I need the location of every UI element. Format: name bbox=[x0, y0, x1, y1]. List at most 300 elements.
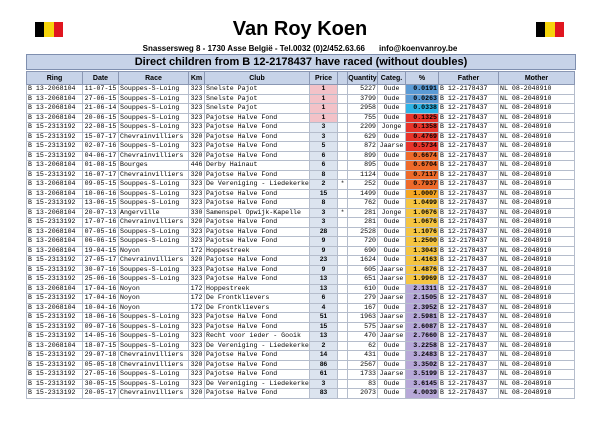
quantity-cell: 281 bbox=[348, 218, 378, 228]
table-row bbox=[27, 85, 575, 95]
club-cell: De Frontklievers bbox=[205, 294, 310, 304]
father-cell: B 12-2178437 bbox=[439, 180, 499, 190]
column-header-km: Km bbox=[189, 72, 205, 85]
club-cell: Pajotse Halve Fond bbox=[205, 199, 310, 209]
marker-cell bbox=[338, 227, 348, 237]
table-row bbox=[27, 379, 575, 389]
club-cell: Recht voor ieder - Gooik bbox=[205, 332, 310, 342]
percentage-cell: 2.1505 bbox=[406, 294, 439, 304]
father-cell: B 12-2178437 bbox=[439, 85, 499, 95]
price-cell: 3 bbox=[310, 132, 338, 142]
ring-cell: B 15-2313192 bbox=[27, 265, 83, 275]
category-cell: Oude bbox=[378, 199, 406, 209]
ring-cell: B 15-2313192 bbox=[27, 351, 83, 361]
percentage-cell: 0.7937 bbox=[406, 180, 439, 190]
address-line bbox=[0, 44, 600, 53]
date-cell: 20-06-15 bbox=[83, 113, 119, 123]
date-cell: 02-07-16 bbox=[83, 142, 119, 152]
marker-cell: * bbox=[338, 180, 348, 190]
price-cell: 5 bbox=[310, 142, 338, 152]
father-cell: B 12-2178437 bbox=[439, 389, 499, 399]
marker-cell bbox=[338, 294, 348, 304]
father-cell: B 12-2178437 bbox=[439, 94, 499, 104]
marker-cell bbox=[338, 341, 348, 351]
km-cell: 320 bbox=[189, 351, 205, 361]
km-cell: 320 bbox=[189, 360, 205, 370]
column-header-club: Club bbox=[205, 72, 310, 85]
ring-cell: B 15-2313192 bbox=[27, 370, 83, 380]
percentage-cell: 1.4163 bbox=[406, 256, 439, 266]
father-cell: B 12-2178437 bbox=[439, 313, 499, 323]
percentage-cell: 4.0039 bbox=[406, 389, 439, 399]
category-cell: Oude bbox=[378, 189, 406, 199]
ring-cell: B 15-2313192 bbox=[27, 170, 83, 180]
quantity-cell: 1624 bbox=[348, 256, 378, 266]
mother-cell: NL 08-2048910 bbox=[499, 294, 575, 304]
category-cell: Jaarse bbox=[378, 265, 406, 275]
column-header-race: Race bbox=[119, 72, 189, 85]
marker-cell bbox=[338, 113, 348, 123]
father-cell: B 12-2178437 bbox=[439, 332, 499, 342]
marker-cell bbox=[338, 94, 348, 104]
percentage-cell: 3.5199 bbox=[406, 370, 439, 380]
km-cell: 172 bbox=[189, 303, 205, 313]
category-cell: Jonge bbox=[378, 123, 406, 133]
race-cell: Angerville bbox=[119, 208, 189, 218]
price-cell: 15 bbox=[310, 189, 338, 199]
km-cell: 323 bbox=[189, 332, 205, 342]
date-cell: 13-06-15 bbox=[83, 199, 119, 209]
date-cell: 30-05-15 bbox=[83, 379, 119, 389]
quantity-cell: 2073 bbox=[348, 389, 378, 399]
category-cell: Oude bbox=[378, 94, 406, 104]
quantity-cell: 895 bbox=[348, 161, 378, 171]
mother-cell: NL 08-2048910 bbox=[499, 370, 575, 380]
ring-cell: B 15-2313192 bbox=[27, 123, 83, 133]
km-cell: 172 bbox=[189, 284, 205, 294]
mother-cell: NL 08-2048910 bbox=[499, 227, 575, 237]
mother-cell: NL 08-2048910 bbox=[499, 322, 575, 332]
ring-cell: B 15-2313192 bbox=[27, 379, 83, 389]
quantity-cell: 431 bbox=[348, 351, 378, 361]
race-cell: Souppes-S-Loing bbox=[119, 341, 189, 351]
percentage-cell: 0.1358 bbox=[406, 123, 439, 133]
race-cell: Souppes-S-Loing bbox=[119, 313, 189, 323]
club-cell: Pajotse Halve Fond bbox=[205, 227, 310, 237]
father-cell: B 12-2178437 bbox=[439, 294, 499, 304]
table-row bbox=[27, 360, 575, 370]
father-cell: B 12-2178437 bbox=[439, 218, 499, 228]
table-row bbox=[27, 218, 575, 228]
race-cell: Souppes-S-Loing bbox=[119, 104, 189, 114]
mother-cell: NL 08-2048910 bbox=[499, 94, 575, 104]
race-cell: Souppes-S-Loing bbox=[119, 180, 189, 190]
date-cell: 27-06-15 bbox=[83, 94, 119, 104]
category-cell: Oude bbox=[378, 360, 406, 370]
date-cell: 05-05-18 bbox=[83, 360, 119, 370]
marker-cell bbox=[338, 284, 348, 294]
percentage-cell: 3.6145 bbox=[406, 379, 439, 389]
price-cell: 3 bbox=[310, 208, 338, 218]
mother-cell: NL 08-2048910 bbox=[499, 303, 575, 313]
club-cell: Pajotse Halve Fond bbox=[205, 132, 310, 142]
price-cell: 61 bbox=[310, 370, 338, 380]
table-row bbox=[27, 275, 575, 285]
km-cell: 323 bbox=[189, 113, 205, 123]
father-cell: B 12-2178437 bbox=[439, 142, 499, 152]
percentage-cell: 0.6704 bbox=[406, 161, 439, 171]
father-cell: B 12-2178437 bbox=[439, 227, 499, 237]
price-cell: 28 bbox=[310, 227, 338, 237]
price-cell: 23 bbox=[310, 256, 338, 266]
marker-cell bbox=[338, 360, 348, 370]
km-cell: 330 bbox=[189, 208, 205, 218]
percentage-cell: 1.0676 bbox=[406, 208, 439, 218]
club-cell: Snelste Pajot bbox=[205, 94, 310, 104]
marker-cell bbox=[338, 256, 348, 266]
mother-cell: NL 08-2048910 bbox=[499, 142, 575, 152]
mother-cell: NL 08-2048910 bbox=[499, 218, 575, 228]
column-header-father: Father bbox=[439, 72, 499, 85]
club-cell: Pajotse Halve Fond bbox=[205, 123, 310, 133]
quantity-cell: 470 bbox=[348, 332, 378, 342]
category-cell: Oude bbox=[378, 180, 406, 190]
ring-cell: B 13-2068104 bbox=[27, 180, 83, 190]
father-cell: B 12-2178437 bbox=[439, 246, 499, 256]
quantity-cell: 83 bbox=[348, 379, 378, 389]
date-cell: 20-07-13 bbox=[83, 208, 119, 218]
percentage-cell: 0.6674 bbox=[406, 151, 439, 161]
category-cell: Jaarse bbox=[378, 294, 406, 304]
club-cell: Snelste Pajot bbox=[205, 85, 310, 95]
mother-cell: NL 08-2048910 bbox=[499, 151, 575, 161]
club-cell: Samenspel Opwijk-Kapelle bbox=[205, 208, 310, 218]
race-cell: Souppes-S-Loing bbox=[119, 237, 189, 247]
table-row bbox=[27, 208, 575, 218]
race-cell: Noyon bbox=[119, 303, 189, 313]
category-cell: Jaarse bbox=[378, 313, 406, 323]
club-cell: Pajotse Halve Fond bbox=[205, 313, 310, 323]
mother-cell: NL 08-2048910 bbox=[499, 246, 575, 256]
price-cell: 6 bbox=[310, 161, 338, 171]
mother-cell: NL 08-2048910 bbox=[499, 332, 575, 342]
ring-cell: B 15-2313192 bbox=[27, 332, 83, 342]
percentage-cell: 3.2258 bbox=[406, 341, 439, 351]
table-row bbox=[27, 132, 575, 142]
ring-cell: B 15-2313192 bbox=[27, 294, 83, 304]
price-cell: 8 bbox=[310, 170, 338, 180]
race-cell: Souppes-S-Loing bbox=[119, 227, 189, 237]
mother-cell: NL 08-2048910 bbox=[499, 170, 575, 180]
quantity-cell: 872 bbox=[348, 142, 378, 152]
page-title: Van Roy Koen bbox=[232, 18, 368, 40]
ring-cell: B 13-2068104 bbox=[27, 303, 83, 313]
category-cell: Oude bbox=[378, 161, 406, 171]
percentage-cell: 0.1325 bbox=[406, 113, 439, 123]
date-cell: 18-06-16 bbox=[83, 313, 119, 323]
percentage-cell: 2.7660 bbox=[406, 332, 439, 342]
quantity-cell: 1963 bbox=[348, 313, 378, 323]
km-cell: 172 bbox=[189, 246, 205, 256]
race-cell: Chevrainvilliers bbox=[119, 360, 189, 370]
father-cell: B 12-2178437 bbox=[439, 256, 499, 266]
club-cell: Pajotse Halve Fond bbox=[205, 322, 310, 332]
father-cell: B 12-2178437 bbox=[439, 132, 499, 142]
mother-cell: NL 08-2048910 bbox=[499, 180, 575, 190]
percentage-cell: 2.6087 bbox=[406, 322, 439, 332]
price-cell: 15 bbox=[310, 322, 338, 332]
race-cell: Chevrainvilliers bbox=[119, 218, 189, 228]
table-row bbox=[27, 123, 575, 133]
race-cell: Bourges bbox=[119, 161, 189, 171]
category-cell: Oude bbox=[378, 351, 406, 361]
table-row bbox=[27, 294, 575, 304]
quantity-cell: 281 bbox=[348, 208, 378, 218]
date-cell: 18-07-15 bbox=[83, 341, 119, 351]
date-cell: 10-06-16 bbox=[83, 189, 119, 199]
quantity-cell: 167 bbox=[348, 303, 378, 313]
race-results-table bbox=[26, 71, 575, 399]
ring-cell: B 13-2068104 bbox=[27, 189, 83, 199]
table-row bbox=[27, 370, 575, 380]
mother-cell: NL 08-2048910 bbox=[499, 265, 575, 275]
quantity-cell: 2958 bbox=[348, 104, 378, 114]
ring-cell: B 15-2313192 bbox=[27, 313, 83, 323]
mother-cell: NL 08-2048910 bbox=[499, 341, 575, 351]
km-cell: 323 bbox=[189, 379, 205, 389]
percentage-cell: 1.0676 bbox=[406, 218, 439, 228]
price-cell: 83 bbox=[310, 389, 338, 399]
km-cell: 320 bbox=[189, 170, 205, 180]
quantity-cell: 279 bbox=[348, 294, 378, 304]
quantity-cell: 1733 bbox=[348, 370, 378, 380]
father-cell: B 12-2178437 bbox=[439, 104, 499, 114]
column-header-mark bbox=[338, 72, 348, 85]
address-text: Snassersweg 8 - 1730 Asse België - Tel.0032 (0)2/452.63.66 bbox=[142, 44, 365, 53]
km-cell: 320 bbox=[189, 389, 205, 399]
table-row bbox=[27, 227, 575, 237]
quantity-cell: 3799 bbox=[348, 94, 378, 104]
mother-cell: NL 08-2048910 bbox=[499, 256, 575, 266]
father-cell: B 12-2178437 bbox=[439, 113, 499, 123]
percentage-cell: 0.7117 bbox=[406, 170, 439, 180]
table-row bbox=[27, 284, 575, 294]
club-cell: De Vereniging - Liedekerke bbox=[206, 341, 309, 349]
percentage-cell: 0.0191 bbox=[406, 85, 439, 95]
km-cell: 320 bbox=[189, 151, 205, 161]
race-cell: Chevrainvilliers bbox=[119, 170, 189, 180]
date-cell: 01-08-15 bbox=[83, 161, 119, 171]
table-row bbox=[27, 322, 575, 332]
km-cell: 323 bbox=[189, 142, 205, 152]
percentage-cell: 0.0263 bbox=[406, 94, 439, 104]
race-cell: Chevrainvilliers bbox=[119, 151, 189, 161]
category-cell: Oude bbox=[378, 113, 406, 123]
marker-cell bbox=[338, 170, 348, 180]
quantity-cell: 720 bbox=[348, 237, 378, 247]
race-cell: Chevrainvilliers bbox=[119, 256, 189, 266]
date-cell: 16-07-17 bbox=[83, 170, 119, 180]
category-cell: Jaarse bbox=[378, 332, 406, 342]
table-row bbox=[27, 151, 575, 161]
club-cell: Pajotse Halve Fond bbox=[205, 275, 310, 285]
percentage-cell: 1.3043 bbox=[406, 246, 439, 256]
category-cell: Oude bbox=[378, 132, 406, 142]
percentage-cell: 0.5734 bbox=[406, 142, 439, 152]
category-cell: Jaarse bbox=[378, 370, 406, 380]
quantity-cell: 690 bbox=[348, 246, 378, 256]
marker-cell bbox=[338, 246, 348, 256]
ring-cell: B 13-2068104 bbox=[27, 227, 83, 237]
club-cell: De Vereniging - Liedekerke bbox=[206, 379, 309, 387]
race-cell: Souppes-S-Loing bbox=[119, 370, 189, 380]
date-cell: 17-04-16 bbox=[83, 294, 119, 304]
email-text: info@koenvanroy.be bbox=[379, 44, 458, 53]
date-cell: 27-05-16 bbox=[83, 370, 119, 380]
price-cell: 14 bbox=[310, 351, 338, 361]
km-cell: 323 bbox=[189, 313, 205, 323]
club-cell: Pajotse Halve Fond bbox=[205, 351, 310, 361]
marker-cell bbox=[338, 303, 348, 313]
quantity-cell: 762 bbox=[348, 199, 378, 209]
km-cell: 323 bbox=[189, 104, 205, 114]
date-cell: 10-04-16 bbox=[83, 303, 119, 313]
table-row bbox=[27, 142, 575, 152]
mother-cell: NL 08-2048910 bbox=[499, 208, 575, 218]
table-row bbox=[27, 199, 575, 209]
quantity-cell: 755 bbox=[348, 113, 378, 123]
club-cell: Derby Hainaut bbox=[205, 161, 310, 171]
percentage-cell: 2.1311 bbox=[406, 284, 439, 294]
club-cell: Pajotse Halve Fond bbox=[205, 237, 310, 247]
father-cell: B 12-2178437 bbox=[439, 360, 499, 370]
mother-cell: NL 08-2048910 bbox=[499, 104, 575, 114]
mother-cell: NL 08-2048910 bbox=[499, 313, 575, 323]
ring-cell: B 15-2313192 bbox=[27, 389, 83, 399]
mother-cell: NL 08-2048910 bbox=[499, 123, 575, 133]
date-cell: 07-05-16 bbox=[83, 227, 119, 237]
table-row bbox=[27, 313, 575, 323]
marker-cell bbox=[338, 370, 348, 380]
father-cell: B 12-2178437 bbox=[439, 341, 499, 351]
father-cell: B 12-2178437 bbox=[439, 322, 499, 332]
race-cell: Souppes-S-Loing bbox=[119, 189, 189, 199]
club-cell: Pajotse Halve Fond bbox=[205, 113, 310, 123]
mother-cell: NL 08-2048910 bbox=[499, 199, 575, 209]
category-cell: Jaarse bbox=[378, 275, 406, 285]
date-cell: 14-05-16 bbox=[83, 332, 119, 342]
price-cell: 13 bbox=[310, 275, 338, 285]
price-cell: 8 bbox=[310, 199, 338, 209]
table-row bbox=[27, 104, 575, 114]
price-cell: 9 bbox=[310, 237, 338, 247]
percentage-cell: 3.3502 bbox=[406, 360, 439, 370]
table-row bbox=[27, 189, 575, 199]
table-row bbox=[27, 161, 575, 171]
km-cell: 323 bbox=[189, 123, 205, 133]
category-cell: Jaarse bbox=[378, 142, 406, 152]
ring-cell: B 13-2068104 bbox=[27, 113, 83, 123]
race-cell: Chevrainvilliers bbox=[119, 351, 189, 361]
percentage-cell: 1.4876 bbox=[406, 265, 439, 275]
father-cell: B 12-2178437 bbox=[439, 379, 499, 389]
date-cell: 25-06-16 bbox=[83, 275, 119, 285]
column-header-categ: Categ. bbox=[378, 72, 406, 85]
marker-cell bbox=[338, 313, 348, 323]
price-cell: 51 bbox=[310, 313, 338, 323]
quantity-cell: 2567 bbox=[348, 360, 378, 370]
father-cell: B 12-2178437 bbox=[439, 161, 499, 171]
price-cell: 3 bbox=[310, 123, 338, 133]
club-cell: Pajotse Halve Fond bbox=[205, 170, 310, 180]
quantity-cell: 2209 bbox=[348, 123, 378, 133]
table-body bbox=[27, 85, 575, 399]
ring-cell: B 15-2313192 bbox=[27, 218, 83, 228]
category-cell: Oude bbox=[378, 256, 406, 266]
date-cell: 09-05-15 bbox=[83, 180, 119, 190]
father-cell: B 12-2178437 bbox=[439, 351, 499, 361]
category-cell: Oude bbox=[378, 170, 406, 180]
percentage-cell: 1.0007 bbox=[406, 189, 439, 199]
table-row bbox=[27, 341, 575, 351]
date-cell: 11-07-15 bbox=[83, 85, 119, 95]
table-header-row bbox=[27, 72, 575, 85]
km-cell: 323 bbox=[189, 85, 205, 95]
club-cell: Pajotse Halve Fond bbox=[205, 360, 310, 370]
ring-cell: B 13-2068104 bbox=[27, 246, 83, 256]
km-cell: 320 bbox=[189, 132, 205, 142]
date-cell: 22-08-15 bbox=[83, 123, 119, 133]
marker-cell bbox=[338, 151, 348, 161]
father-cell: B 12-2178437 bbox=[439, 189, 499, 199]
date-cell: 29-07-18 bbox=[83, 351, 119, 361]
mother-cell: NL 08-2048910 bbox=[499, 360, 575, 370]
quantity-cell: 610 bbox=[348, 284, 378, 294]
father-cell: B 12-2178437 bbox=[439, 237, 499, 247]
price-cell: 6 bbox=[310, 151, 338, 161]
quantity-cell: 575 bbox=[348, 322, 378, 332]
race-cell: Souppes-S-Loing bbox=[119, 322, 189, 332]
quantity-cell: 651 bbox=[348, 275, 378, 285]
marker-cell bbox=[338, 199, 348, 209]
quantity-cell: 62 bbox=[348, 341, 378, 351]
mother-cell: NL 08-2048910 bbox=[499, 237, 575, 247]
marker-cell bbox=[338, 379, 348, 389]
date-cell: 17-07-16 bbox=[83, 218, 119, 228]
price-cell: 9 bbox=[310, 265, 338, 275]
category-cell: Oude bbox=[378, 85, 406, 95]
date-cell: 21-06-14 bbox=[83, 104, 119, 114]
quantity-cell: 899 bbox=[348, 151, 378, 161]
column-header-date: Date bbox=[83, 72, 119, 85]
price-cell: 1 bbox=[310, 94, 338, 104]
km-cell: 323 bbox=[189, 94, 205, 104]
ring-cell: B 13-2068104 bbox=[27, 161, 83, 171]
ring-cell: B 15-2313192 bbox=[27, 322, 83, 332]
marker-cell bbox=[338, 389, 348, 399]
km-cell: 320 bbox=[189, 256, 205, 266]
table-row bbox=[27, 170, 575, 180]
race-cell: Souppes-S-Loing bbox=[119, 94, 189, 104]
category-cell: Oude bbox=[378, 284, 406, 294]
date-cell: 04-06-17 bbox=[83, 151, 119, 161]
percentage-cell: 2.5981 bbox=[406, 313, 439, 323]
marker-cell bbox=[338, 132, 348, 142]
marker-cell bbox=[338, 123, 348, 133]
quantity-cell: 2528 bbox=[348, 227, 378, 237]
percentage-cell: 0.0338 bbox=[406, 104, 439, 114]
club-cell: Pajotse Halve Fond bbox=[205, 142, 310, 152]
